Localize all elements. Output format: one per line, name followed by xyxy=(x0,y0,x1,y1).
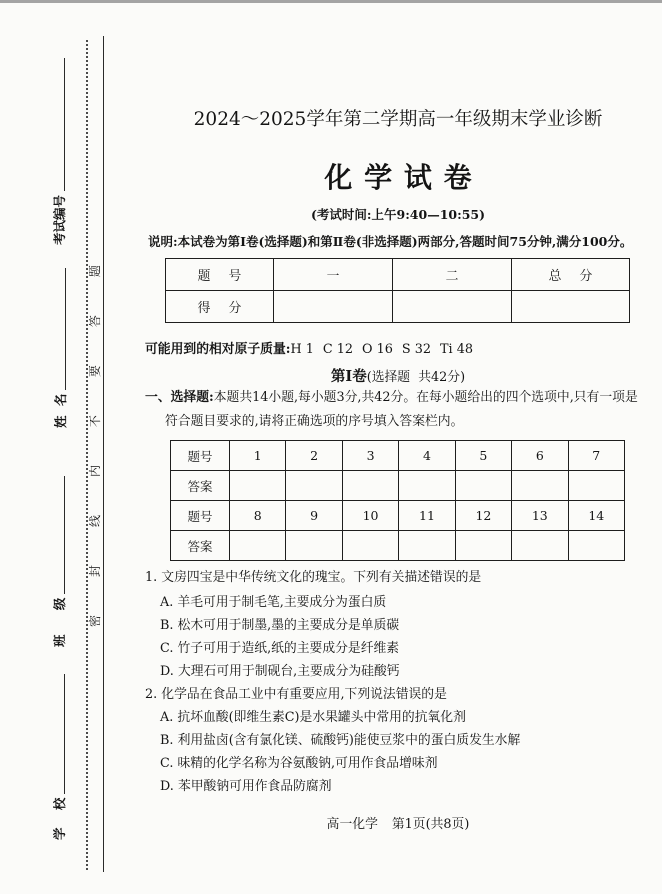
atomic-mass-item: S 32 xyxy=(401,342,431,357)
option-text: 苯甲酸钠可用作食品防腐剂 xyxy=(177,779,332,794)
section-one-text: 本题共14小题,每小题3分,共42分。在每小题给出的四个选项中,只有一项是 xyxy=(213,390,638,405)
answer-cell xyxy=(512,531,568,561)
name-label: 姓 名 xyxy=(53,393,68,428)
school-blank-line xyxy=(64,674,65,794)
option-text: 羊毛可用于制毛笔,主要成分为蛋白质 xyxy=(177,595,387,610)
score-column-header: 一 xyxy=(274,259,393,291)
question-1-option-b xyxy=(160,618,399,634)
option-letter: A. xyxy=(160,710,174,725)
answer-cell xyxy=(512,471,568,501)
answer-table-number-label: 题号 xyxy=(171,441,230,471)
seal-char: 线 xyxy=(88,515,102,528)
exam-time: (考试时间:上午9:40—10:55) xyxy=(310,207,486,222)
answer-table-number-row xyxy=(171,501,625,531)
answer-table-answer-label: 答案 xyxy=(171,531,230,561)
question-number-cell: 14 xyxy=(568,501,624,531)
option-letter: A. xyxy=(160,595,174,610)
question-number-cell: 8 xyxy=(230,501,286,531)
option-letter: D. xyxy=(160,664,174,679)
question-number-cell: 11 xyxy=(399,501,455,531)
section-one-label: 一、选择题: xyxy=(145,390,214,405)
option-letter: D. xyxy=(160,779,174,794)
option-text: 味精的化学名称为谷氨酸钠,可用作食品增味剂 xyxy=(177,756,438,771)
score-row-label: 得 分 xyxy=(166,291,274,323)
margin-rule-line xyxy=(103,36,104,872)
option-text: 抗坏血酸(即维生素C)是水果罐头中常用的抗氧化剂 xyxy=(177,710,466,725)
seal-char: 封 xyxy=(88,565,102,578)
answer-table xyxy=(170,440,625,561)
score-cell xyxy=(393,291,512,323)
seal-char: 内 xyxy=(88,465,102,478)
answer-table-answer-label: 答案 xyxy=(171,471,230,501)
answer-cell xyxy=(399,471,455,501)
question-1-option-a xyxy=(160,595,386,611)
school-label: 学 校 xyxy=(52,797,67,840)
answer-table-answer-row xyxy=(171,531,625,561)
part-one-subtitle: (选择题 共42分) xyxy=(366,370,466,385)
answer-cell xyxy=(568,531,624,561)
exam-title: 2024～2025学年第二学期高一年级期末学业诊断 xyxy=(193,109,603,130)
seal-char: 答 xyxy=(88,315,102,328)
answer-table-number-row xyxy=(171,441,625,471)
seal-char: 密 xyxy=(88,614,102,627)
score-cell xyxy=(274,291,393,323)
question-number-cell: 9 xyxy=(286,501,342,531)
question-number-cell: 4 xyxy=(399,441,455,471)
score-table-header-row xyxy=(166,259,630,291)
seal-char: 要 xyxy=(88,365,102,378)
atomic-mass-item: H 1 xyxy=(290,342,314,357)
question-2-option-d xyxy=(160,779,332,795)
score-table xyxy=(165,258,630,323)
name-field xyxy=(52,268,68,428)
atomic-mass-item: O 16 xyxy=(362,342,393,357)
answer-cell xyxy=(286,471,342,501)
option-text: 竹子可用于造纸,纸的主要成分是纤维素 xyxy=(177,641,400,656)
answer-cell xyxy=(399,531,455,561)
atomic-mass-item: Ti 48 xyxy=(440,342,473,357)
exam-number-field xyxy=(51,58,67,245)
option-letter: C. xyxy=(160,756,174,771)
option-letter: B. xyxy=(160,618,174,633)
question-number-cell: 12 xyxy=(455,501,511,531)
class-blank-line xyxy=(64,476,65,594)
question-1-stem xyxy=(145,570,481,586)
seal-char: 题 xyxy=(88,265,102,278)
answer-cell xyxy=(286,531,342,561)
question-stem-text: 化学品在食品工业中有重要应用,下列说法错误的是 xyxy=(161,687,447,702)
question-1-option-d xyxy=(160,664,400,680)
question-2-option-a xyxy=(160,710,466,726)
question-number-cell: 2 xyxy=(286,441,342,471)
answer-table-number-label: 题号 xyxy=(171,501,230,531)
name-blank-line xyxy=(65,268,66,390)
score-cell xyxy=(512,291,630,323)
answer-cell xyxy=(568,471,624,501)
question-number-cell: 7 xyxy=(568,441,624,471)
question-stem-text: 文房四宝是中华传统文化的瑰宝。下列有关描述错误的是 xyxy=(161,570,482,585)
option-text: 大理石可用于制砚台,主要成分为硅酸钙 xyxy=(177,664,400,679)
answer-cell xyxy=(230,531,286,561)
question-number-cell: 3 xyxy=(342,441,398,471)
footer-subject: 高一化学 xyxy=(326,817,378,832)
school-field xyxy=(51,674,67,840)
question-2-stem xyxy=(145,687,447,703)
section-one-line-2: 符合题目要求的,请将正确选项的序号填入答案栏内。 xyxy=(165,414,464,429)
option-letter: C. xyxy=(160,641,174,656)
part-one-title: 第Ⅰ卷 xyxy=(330,368,367,385)
atomic-masses-label: 可能用到的相对原子质量: xyxy=(145,342,291,357)
footer-page-number: 第1页(共8页) xyxy=(391,817,470,832)
subject-title: 化 学 试 卷 xyxy=(324,161,472,194)
question-2-option-c xyxy=(160,756,438,772)
question-1-option-c xyxy=(160,641,399,657)
question-number-cell: 6 xyxy=(512,441,568,471)
score-column-header: 二 xyxy=(393,259,512,291)
answer-cell xyxy=(455,531,511,561)
answer-cell xyxy=(230,471,286,501)
seal-char: 不 xyxy=(88,415,102,428)
question-2-option-b xyxy=(160,733,520,749)
class-field xyxy=(51,476,67,647)
section-one-line-1 xyxy=(145,390,638,406)
question-number-cell: 1 xyxy=(230,441,286,471)
option-letter: B. xyxy=(160,733,174,748)
answer-table-answer-row xyxy=(171,471,625,501)
question-number-cell: 13 xyxy=(512,501,568,531)
atomic-masses xyxy=(145,342,473,358)
score-table-score-row xyxy=(166,291,630,323)
atomic-mass-item: C 12 xyxy=(322,342,354,357)
scan-top-edge xyxy=(0,0,662,3)
answer-cell xyxy=(342,531,398,561)
score-column-header: 总 分 xyxy=(512,259,630,291)
question-number: 2. xyxy=(145,687,158,702)
exam-number-label: 考试编号 xyxy=(52,194,67,245)
seal-notice xyxy=(88,265,102,627)
class-label: 班 级 xyxy=(52,597,67,647)
exam-number-blank-line xyxy=(64,58,65,191)
question-number-cell: 5 xyxy=(455,441,511,471)
question-number: 1. xyxy=(145,570,158,585)
answer-cell xyxy=(342,471,398,501)
question-number-cell: 10 xyxy=(342,501,398,531)
option-text: 松木可用于制墨,墨的主要成分是单质碳 xyxy=(177,618,400,633)
answer-cell xyxy=(455,471,511,501)
part-one-heading xyxy=(148,367,648,387)
instructions: 说明:本试卷为第Ⅰ卷(选择题)和第Ⅱ卷(非选择题)两部分,答题时间75分钟,满分100分。 xyxy=(148,234,633,249)
score-row-label: 题 号 xyxy=(166,259,274,291)
option-text: 利用盐卤(含有氯化镁、硫酸钙)能使豆浆中的蛋白质发生水解 xyxy=(177,733,521,748)
page-footer xyxy=(148,817,648,833)
